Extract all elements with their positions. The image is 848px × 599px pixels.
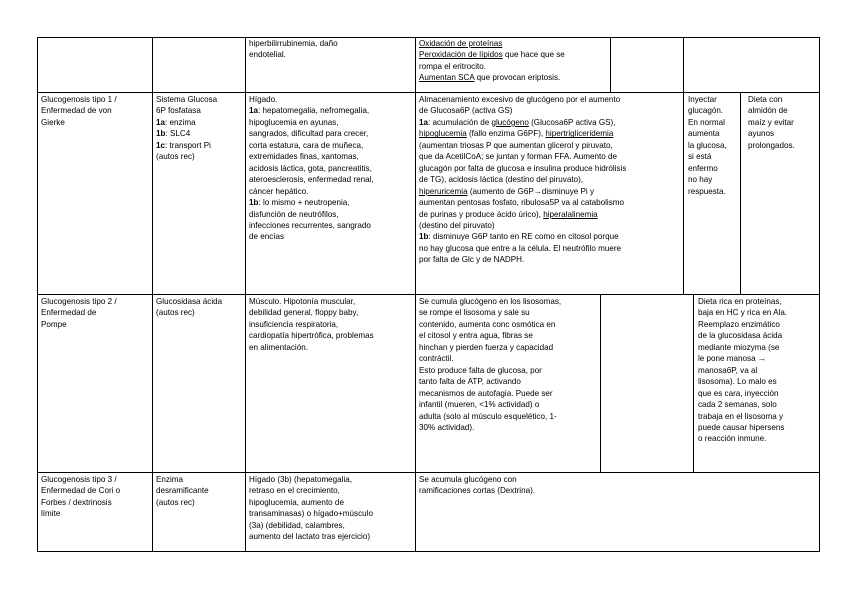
row3-enzyme-cell bbox=[156, 474, 244, 508]
text-line: de la glucosidasa ácida bbox=[698, 331, 783, 341]
text-line bbox=[156, 128, 244, 139]
text-line bbox=[249, 105, 414, 116]
text-segment: hipoglucemia, aumento de bbox=[249, 497, 344, 507]
text-line: que es cara, inyección bbox=[698, 388, 779, 398]
text-line bbox=[419, 485, 599, 496]
text-line: límite bbox=[41, 509, 61, 519]
text-line bbox=[249, 140, 414, 151]
text-line bbox=[249, 531, 414, 542]
text-segment: el citosol y entra agua, fibras se bbox=[419, 331, 533, 341]
row2-clinical-cell bbox=[249, 296, 414, 353]
text-line bbox=[419, 128, 681, 139]
text-line: respuesta. bbox=[688, 186, 726, 196]
text-line bbox=[249, 330, 414, 341]
grid-line bbox=[610, 37, 611, 93]
subtype-label: 1b bbox=[249, 198, 259, 208]
text-line bbox=[156, 140, 244, 151]
text-segment: tanto falta de ATP, activando bbox=[419, 377, 521, 387]
row0-clinical-cell bbox=[249, 38, 413, 61]
text-segment: (autos rec) bbox=[156, 152, 195, 162]
text-segment: Hígado. bbox=[249, 95, 278, 104]
text-segment: insuficiencia respiratoria, bbox=[249, 319, 339, 329]
text-line bbox=[419, 474, 599, 485]
text-line bbox=[249, 307, 414, 318]
grid-line bbox=[683, 37, 684, 295]
text-line bbox=[249, 197, 414, 208]
text-segment: (aumento de G6P→disminuye Pi y bbox=[467, 186, 595, 196]
text-line: lisosoma). Lo malo es bbox=[698, 377, 777, 387]
text-line: trabaja en el lisosoma y bbox=[698, 411, 784, 421]
text-segment: Almacenamiento excesivo de glucógeno por el aumento bbox=[419, 95, 621, 104]
underlined-term: hiperalalinemia bbox=[543, 209, 598, 219]
text-segment: que provocan eriptosis. bbox=[474, 73, 561, 83]
text-segment: (3a) (debilidad, calambres, bbox=[249, 520, 345, 530]
grid-line bbox=[37, 551, 819, 552]
text-line: hiperbilirrubinemia, daño bbox=[249, 39, 338, 48]
row1-treatment-b-cell bbox=[748, 94, 818, 151]
text-segment: : enzima bbox=[165, 117, 196, 127]
text-line bbox=[249, 485, 414, 496]
text-line: Inyectar bbox=[688, 95, 717, 104]
text-line bbox=[419, 330, 599, 341]
text-line bbox=[249, 186, 414, 197]
text-line bbox=[419, 307, 599, 318]
text-segment: que da AcetilCoA; se juntan y forman FFA. Aumento de bbox=[419, 152, 617, 162]
text-line bbox=[156, 485, 244, 496]
text-line bbox=[249, 520, 414, 531]
text-line: la glucosa, bbox=[688, 140, 727, 150]
text-line bbox=[419, 254, 681, 265]
text-line bbox=[419, 243, 681, 254]
text-segment: que hace que se bbox=[502, 50, 565, 60]
text-line: Forbes / dextrinosis bbox=[41, 497, 112, 507]
text-line bbox=[419, 151, 681, 162]
text-segment: en alimentación. bbox=[249, 342, 308, 352]
grid-line bbox=[245, 37, 246, 552]
text-segment: aumentan pentosas fosfato, ribulosa5P va al catabolismo bbox=[419, 198, 625, 208]
text-line bbox=[419, 411, 599, 422]
text-segment: de encías bbox=[249, 232, 285, 242]
text-line bbox=[249, 163, 414, 174]
row0-mechanism-cell bbox=[419, 38, 609, 84]
subtype-label: 1a bbox=[419, 117, 429, 127]
text-line bbox=[156, 105, 244, 116]
text-line bbox=[419, 174, 681, 185]
text-line: almidón de bbox=[748, 106, 788, 116]
row1-clinical-cell bbox=[249, 94, 414, 243]
text-line bbox=[419, 72, 609, 83]
text-line: si está bbox=[688, 152, 712, 162]
text-segment: Sistema Glucosa bbox=[156, 95, 218, 104]
text-line bbox=[249, 209, 414, 220]
grid-line bbox=[37, 472, 819, 473]
grid-line bbox=[415, 37, 416, 552]
text-segment: de purinas y produce ácido úrico), bbox=[419, 209, 544, 219]
text-line bbox=[156, 117, 244, 128]
text-segment: desramificante bbox=[156, 486, 209, 496]
underlined-term: Oxidación de proteínas bbox=[419, 39, 503, 48]
text-segment: Músculo. Hipotonía muscular, bbox=[249, 297, 356, 306]
subtype-label: 1b bbox=[156, 129, 166, 139]
text-line bbox=[156, 151, 244, 162]
text-segment: cáncer hepático. bbox=[249, 186, 309, 196]
row1-enzyme-cell bbox=[156, 94, 244, 163]
text-line: manosa6P, va al bbox=[698, 365, 758, 375]
text-segment: aumento del lactato tras ejercicio) bbox=[249, 532, 371, 542]
text-segment: (fallo enzima G6PF), bbox=[466, 129, 546, 139]
text-line bbox=[249, 220, 414, 231]
text-segment: : hepatomegalia, nefromegalia, bbox=[258, 106, 370, 116]
text-segment: retraso en el crecimiento, bbox=[249, 486, 340, 496]
text-line: le pone manosa → bbox=[698, 354, 766, 364]
text-line bbox=[249, 342, 414, 353]
underlined-term: hipertrigliceridemia bbox=[545, 129, 614, 139]
text-line bbox=[419, 105, 681, 116]
row2-enzyme-cell bbox=[156, 296, 244, 319]
text-segment: corta estatura, cara de muñeca, bbox=[249, 140, 364, 150]
text-segment: Esto produce falta de glucosa, por bbox=[419, 365, 542, 375]
subtype-label: 1a bbox=[249, 106, 259, 116]
text-line: ayunos bbox=[748, 129, 775, 139]
text-line: aumenta bbox=[688, 129, 720, 139]
text-segment: sangrados, dificultad para crecer, bbox=[249, 129, 369, 139]
text-line: baja en HC y rica en Ala. bbox=[698, 308, 788, 318]
text-line bbox=[249, 319, 414, 330]
text-line bbox=[249, 94, 414, 105]
text-segment: : disminuye G6P tanto en RE como en citosol porque bbox=[428, 232, 619, 242]
text-segment: (Glucosa6P activa GS), bbox=[528, 117, 616, 127]
text-line: Enfermedad de bbox=[41, 308, 97, 318]
text-segment: 30% actividad). bbox=[419, 422, 475, 432]
row2-disease-cell bbox=[41, 296, 151, 330]
text-line bbox=[249, 151, 414, 162]
text-line bbox=[419, 319, 599, 330]
text-segment: se rompe el lisosoma y sale su bbox=[419, 308, 530, 318]
text-segment: infecciones recurrentes, sangrado bbox=[249, 220, 371, 230]
underlined-term: hipoglucemia bbox=[419, 129, 467, 139]
row2-mechanism-cell bbox=[419, 296, 599, 433]
text-segment: rompa el eritrocito. bbox=[419, 61, 487, 71]
text-segment: Enzima bbox=[156, 475, 183, 484]
text-line: enfermo bbox=[688, 163, 718, 173]
grid-line bbox=[740, 92, 741, 295]
text-line bbox=[419, 117, 681, 128]
text-segment: (autos rec) bbox=[156, 497, 195, 507]
text-line bbox=[419, 197, 681, 208]
text-segment: extremidades finas, xantomas, bbox=[249, 152, 359, 162]
text-line bbox=[419, 388, 599, 399]
text-line: Reemplazo enzimático bbox=[698, 319, 780, 329]
text-line: Pompe bbox=[41, 319, 67, 329]
text-segment: infantil (mueren, <1% actividad) o bbox=[419, 400, 540, 410]
text-segment: de TG), acidosis láctica (destino del piruvato), bbox=[419, 175, 584, 185]
text-segment: por falta de Glc y de NADPH. bbox=[419, 255, 525, 265]
text-line bbox=[419, 376, 599, 387]
text-line bbox=[419, 399, 599, 410]
text-segment: hinchan y pierden fuerza y capacidad bbox=[419, 342, 554, 352]
row3-mechanism-cell bbox=[419, 474, 599, 497]
text-line bbox=[156, 94, 244, 105]
underlined-term: hiperuricemia bbox=[419, 186, 468, 196]
text-segment: : transport Pi bbox=[165, 140, 211, 150]
text-segment: acidosis láctica, gota, pancreatitis, bbox=[249, 163, 372, 173]
underlined-term: Peroxidación de lípidos bbox=[419, 50, 503, 60]
row2-treatment-b-cell bbox=[698, 296, 818, 445]
text-line bbox=[419, 231, 681, 242]
text-line bbox=[419, 94, 681, 105]
text-segment: glucagón por falta de glucosa e insulina produce hidrólisis bbox=[419, 163, 627, 173]
underlined-term: glucógeno bbox=[491, 117, 529, 127]
text-line: prolongados. bbox=[748, 140, 795, 150]
text-line bbox=[249, 296, 414, 307]
text-line: Glucogenosis tipo 3 / bbox=[41, 475, 117, 484]
text-line bbox=[419, 163, 681, 174]
row1-disease-cell bbox=[41, 94, 151, 128]
text-line bbox=[156, 474, 244, 485]
underlined-term: Aumentan SCA bbox=[419, 73, 475, 83]
text-segment: no hay glucosa que entre a la célula. El neutrófilo muere bbox=[419, 243, 622, 253]
text-line bbox=[419, 342, 599, 353]
text-segment: contráctil. bbox=[419, 354, 454, 364]
text-segment: (aumentan triosas P que aumentan glicerol y piruvato, bbox=[419, 140, 613, 150]
text-segment: (destino del piruvato) bbox=[419, 220, 495, 230]
grid-line bbox=[37, 37, 38, 552]
row3-disease-cell bbox=[41, 474, 151, 520]
text-line: o reacción inmune. bbox=[698, 434, 767, 444]
text-segment: de Glucosa6P (activa GS) bbox=[419, 106, 513, 116]
text-segment: : lo mismo + neutropenia, bbox=[258, 198, 350, 208]
grid-line bbox=[152, 37, 153, 552]
text-line bbox=[419, 38, 609, 49]
text-line bbox=[249, 117, 414, 128]
grid-line bbox=[693, 294, 694, 473]
text-segment: hipoglucemia en ayunas, bbox=[249, 117, 339, 127]
text-line: En normal bbox=[688, 117, 725, 127]
row1-treatment-a-cell bbox=[688, 94, 740, 197]
text-line: Dieta con bbox=[748, 95, 783, 104]
text-line bbox=[419, 422, 599, 433]
grid-line bbox=[819, 37, 820, 552]
text-segment: ramificaciones cortas (Dextrina). bbox=[419, 486, 536, 496]
text-segment: Se cumula glucógeno en los lisosomas, bbox=[419, 297, 562, 306]
text-segment: contenido, aumenta conc osmótica en bbox=[419, 319, 556, 329]
grid-line bbox=[600, 294, 601, 473]
text-segment: disfunción de neutrófilos, bbox=[249, 209, 339, 219]
text-line bbox=[419, 353, 599, 364]
text-line bbox=[249, 128, 414, 139]
text-segment: debilidad general, floppy baby, bbox=[249, 308, 359, 318]
text-line: puede causar hipersens bbox=[698, 422, 785, 432]
text-line bbox=[419, 220, 681, 231]
text-line bbox=[249, 474, 414, 485]
text-segment: 6P fosfatasa bbox=[156, 106, 201, 116]
text-line bbox=[419, 209, 681, 220]
text-segment: Glucosidasa ácida bbox=[156, 297, 223, 306]
text-segment: transaminasas) o hígado+músculo bbox=[249, 509, 373, 519]
text-line: maíz y evitar bbox=[748, 117, 794, 127]
text-segment: Hígado (3b) (hepatomegalia, bbox=[249, 475, 353, 484]
text-segment: Se acumula glucógeno con bbox=[419, 475, 517, 484]
subtype-label: 1a bbox=[156, 117, 166, 127]
text-line bbox=[249, 231, 414, 242]
text-line bbox=[249, 497, 414, 508]
grid-line bbox=[37, 294, 819, 295]
text-line bbox=[419, 296, 599, 307]
text-line bbox=[419, 61, 609, 72]
text-line: Glucogenosis tipo 2 / bbox=[41, 297, 117, 306]
text-segment: cardiopatía hipertrófica, problemas bbox=[249, 331, 374, 341]
row3-clinical-cell bbox=[249, 474, 414, 543]
text-line: Glucogenosis tipo 1 / bbox=[41, 95, 117, 104]
text-line bbox=[419, 140, 681, 151]
text-segment: : SLC4 bbox=[165, 129, 191, 139]
text-segment: ateroesclerosis, enfermedad renal, bbox=[249, 175, 374, 185]
text-line bbox=[156, 497, 244, 508]
text-line bbox=[156, 296, 244, 307]
text-line bbox=[419, 186, 681, 197]
subtype-label: 1c bbox=[156, 140, 166, 150]
row1-mechanism-cell bbox=[419, 94, 681, 266]
text-line bbox=[156, 307, 244, 318]
text-line: Dieta rica en proteínas, bbox=[698, 297, 782, 306]
text-line bbox=[249, 174, 414, 185]
subtype-label: 1b bbox=[419, 232, 429, 242]
text-segment: adulta (solo al músculo esquelético, 1- bbox=[419, 411, 557, 421]
text-line: Gierke bbox=[41, 117, 65, 127]
grid-line bbox=[37, 92, 819, 93]
text-line: Enfermedad de Cori o bbox=[41, 486, 121, 496]
text-line: glucagón. bbox=[688, 106, 724, 116]
text-line: Enfermedad de von bbox=[41, 106, 112, 116]
text-line: mediante miozyma (se bbox=[698, 342, 780, 352]
text-line: no hay bbox=[688, 175, 713, 185]
text-line bbox=[249, 508, 414, 519]
text-segment: : acumulación de bbox=[428, 117, 492, 127]
text-segment: (autos rec) bbox=[156, 308, 195, 318]
text-line bbox=[419, 49, 609, 60]
text-line: endotelial. bbox=[249, 50, 286, 60]
text-segment: mecanismos de autofagia. Puede ser bbox=[419, 388, 553, 398]
text-line: cada 2 semanas, solo bbox=[698, 400, 777, 410]
text-line bbox=[419, 365, 599, 376]
